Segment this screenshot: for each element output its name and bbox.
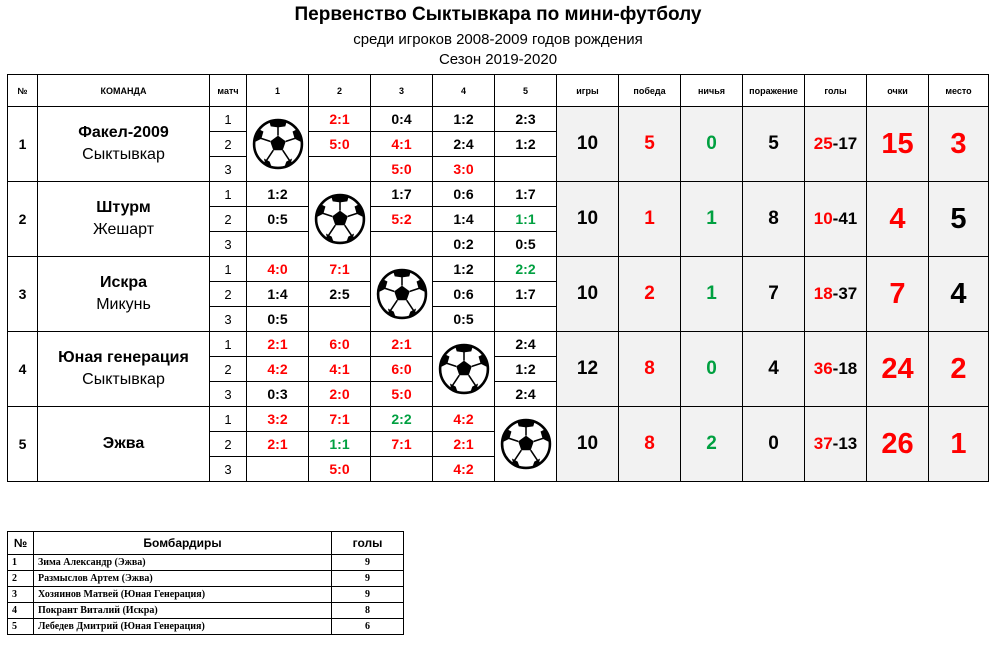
match-number: 1 [210,182,247,207]
losses-count: 7 [743,257,805,332]
goals-cell [805,332,867,407]
score-cell: 2:4 [433,132,495,157]
header-row [8,75,989,107]
match-number: 1 [210,107,247,132]
score-cell: 5:2 [371,207,433,232]
scorer-goals: 9 [332,571,404,587]
score-cell: 1:4 [433,207,495,232]
standings-table [7,74,989,482]
match-number: 3 [210,382,247,407]
wins-count: 8 [619,407,681,482]
team-cell [38,182,210,257]
scorer-row [8,603,404,619]
header-col-1: 1 [247,75,309,107]
header-wins: победа [619,75,681,107]
score-cell: 1:1 [309,432,371,457]
match-number: 3 [210,157,247,182]
score-cell: 2:1 [309,107,371,132]
match-number: 1 [210,257,247,282]
scorers-header-name: Бомбардиры [34,532,332,555]
diagonal-cell [309,182,371,257]
games-played: 10 [557,107,619,182]
score-cell: 6:0 [309,332,371,357]
score-cell: 1:7 [495,282,557,307]
score-cell: 1:4 [247,282,309,307]
draws-count: 2 [681,407,743,482]
goals-for: 10 [813,209,833,228]
score-cell: 2:1 [371,332,433,357]
header-col-4: 4 [433,75,495,107]
score-cell: 7:1 [309,407,371,432]
goals-cell [805,182,867,257]
score-cell: 1:2 [495,357,557,382]
page-title: Первенство Сыктывкара по мини-футболу [294,4,702,25]
scorer-goals: 9 [332,587,404,603]
games-played: 10 [557,407,619,482]
draws-count: 0 [681,332,743,407]
score-cell [309,307,371,332]
team-number: 2 [8,182,38,257]
score-cell: 5:0 [371,382,433,407]
team-name: Эжва [102,435,145,452]
goals-against: -37 [832,284,858,303]
games-played: 10 [557,182,619,257]
games-played: 10 [557,257,619,332]
team-row [8,107,989,132]
team-row [8,332,989,357]
scorer-name: Зима Александр (Эжва) [34,555,332,571]
match-number: 1 [210,407,247,432]
score-cell: 0:6 [433,282,495,307]
team-number: 5 [8,407,38,482]
goals-against: -18 [832,359,858,378]
scorer-num: 3 [8,587,34,603]
points-value: 24 [867,332,929,407]
score-cell: 5:0 [309,457,371,482]
score-cell: 7:1 [309,257,371,282]
header-col-5: 5 [495,75,557,107]
score-cell: 4:1 [371,132,433,157]
diagonal-cell [247,107,309,182]
scorer-num: 1 [8,555,34,571]
team-city: Сыктывкар [82,371,165,388]
scorer-name: Покрант Виталий (Искра) [34,603,332,619]
score-cell: 1:2 [495,132,557,157]
score-cell: 1:1 [495,207,557,232]
header-losses: поражение [743,75,805,107]
scorer-num: 2 [8,571,34,587]
goals-cell [805,257,867,332]
score-cell: 0:5 [495,232,557,257]
match-number: 3 [210,232,247,257]
diagonal-cell [495,407,557,482]
goals-for: 36 [813,359,833,378]
scorer-row [8,555,404,571]
score-cell: 0:2 [433,232,495,257]
team-name: Факел-2009 [78,124,169,141]
team-city: Сыктывкар [82,146,165,163]
season-label: Сезон 2019-2020 [438,51,558,68]
games-played: 12 [557,332,619,407]
soccer-ball-icon [371,268,432,320]
score-cell: 2:2 [495,257,557,282]
score-cell: 2:1 [433,432,495,457]
team-name: Искра [99,274,148,291]
scorer-name: Хозяинов Матвей (Юная Генерация) [34,587,332,603]
scorers-header-row [8,532,404,555]
score-cell: 2:5 [309,282,371,307]
score-cell: 0:6 [433,182,495,207]
scorer-row [8,587,404,603]
score-cell: 1:2 [433,107,495,132]
scorer-goals: 6 [332,619,404,635]
team-cell [38,257,210,332]
score-cell: 2:1 [247,332,309,357]
score-cell [495,157,557,182]
scorer-num: 5 [8,619,34,635]
losses-count: 4 [743,332,805,407]
scorer-goals: 8 [332,603,404,619]
wins-count: 5 [619,107,681,182]
score-cell: 5:0 [309,132,371,157]
team-cell [38,332,210,407]
team-number: 1 [8,107,38,182]
points-value: 26 [867,407,929,482]
team-row [8,257,989,282]
score-cell: 7:1 [371,432,433,457]
score-cell: 4:2 [433,457,495,482]
score-cell: 4:1 [309,357,371,382]
score-cell: 2:3 [495,107,557,132]
score-cell [247,232,309,257]
score-cell: 0:4 [371,107,433,132]
draws-count: 1 [681,257,743,332]
goals-for: 37 [813,434,833,453]
match-number: 2 [210,432,247,457]
score-cell: 2:1 [247,432,309,457]
score-cell: 3:0 [433,157,495,182]
score-cell: 5:0 [371,157,433,182]
score-cell [247,457,309,482]
wins-count: 2 [619,257,681,332]
place-value: 2 [929,332,989,407]
score-cell: 2:2 [371,407,433,432]
score-cell: 2:4 [495,332,557,357]
header-col-3: 3 [371,75,433,107]
match-number: 3 [210,457,247,482]
team-city: Жешарт [92,221,155,238]
scorer-name: Лебедев Дмитрий (Юная Генерация) [34,619,332,635]
score-cell: 4:2 [247,357,309,382]
score-cell: 3:2 [247,407,309,432]
team-city: Микунь [96,296,151,313]
match-number: 2 [210,282,247,307]
wins-count: 1 [619,182,681,257]
header-points: очки [867,75,929,107]
team-row [8,182,989,207]
scorer-row [8,571,404,587]
header-col-2: 2 [309,75,371,107]
header-draws: ничья [681,75,743,107]
goals-cell [805,407,867,482]
score-cell: 0:5 [433,307,495,332]
losses-count: 8 [743,182,805,257]
goals-against: -17 [832,134,858,153]
header-match: матч [210,75,247,107]
soccer-ball-icon [309,193,370,245]
score-cell: 1:7 [371,182,433,207]
losses-count: 0 [743,407,805,482]
score-cell: 2:4 [495,382,557,407]
diagonal-cell [433,332,495,407]
score-cell: 1:7 [495,182,557,207]
score-cell [371,457,433,482]
goals-against: -41 [832,209,858,228]
place-value: 1 [929,407,989,482]
page-subtitle: среди игроков 2008-2009 годов рождения [353,31,643,48]
goals-for: 18 [813,284,833,303]
header-games: игры [557,75,619,107]
team-row [8,407,989,432]
score-cell [309,157,371,182]
scorers-header-goals: голы [332,532,404,555]
soccer-ball-icon [247,118,308,170]
score-cell [371,232,433,257]
team-name: Юная генерация [58,349,189,366]
team-number: 3 [8,257,38,332]
match-number: 1 [210,332,247,357]
match-number: 3 [210,307,247,332]
score-cell: 6:0 [371,357,433,382]
score-cell: 0:5 [247,307,309,332]
match-number: 2 [210,132,247,157]
goals-for: 25 [813,134,833,153]
place-value: 3 [929,107,989,182]
header-team: КОМАНДА [38,75,210,107]
score-cell: 4:0 [247,257,309,282]
goals-against: -13 [832,434,858,453]
draws-count: 1 [681,182,743,257]
scorers-header-num: № [8,532,34,555]
header-place: место [929,75,989,107]
team-cell [38,407,210,482]
score-cell: 2:0 [309,382,371,407]
scorer-num: 4 [8,603,34,619]
team-number: 4 [8,332,38,407]
points-value: 4 [867,182,929,257]
score-cell: 0:5 [247,207,309,232]
scorers-table [7,531,404,635]
points-value: 7 [867,257,929,332]
soccer-ball-icon [433,343,494,395]
score-cell: 4:2 [433,407,495,432]
diagonal-cell [371,257,433,332]
place-value: 5 [929,182,989,257]
score-cell: 0:3 [247,382,309,407]
losses-count: 5 [743,107,805,182]
scorer-row [8,619,404,635]
goals-cell [805,107,867,182]
team-cell [38,107,210,182]
place-value: 4 [929,257,989,332]
scorer-goals: 9 [332,555,404,571]
points-value: 15 [867,107,929,182]
soccer-ball-icon [495,418,556,470]
team-name: Штурм [96,199,151,216]
header-goals: голы [805,75,867,107]
header-num: № [8,75,38,107]
wins-count: 8 [619,332,681,407]
score-cell: 1:2 [433,257,495,282]
score-cell: 1:2 [247,182,309,207]
scorer-name: Размыслов Артем (Эжва) [34,571,332,587]
match-number: 2 [210,357,247,382]
score-cell [495,307,557,332]
draws-count: 0 [681,107,743,182]
match-number: 2 [210,207,247,232]
